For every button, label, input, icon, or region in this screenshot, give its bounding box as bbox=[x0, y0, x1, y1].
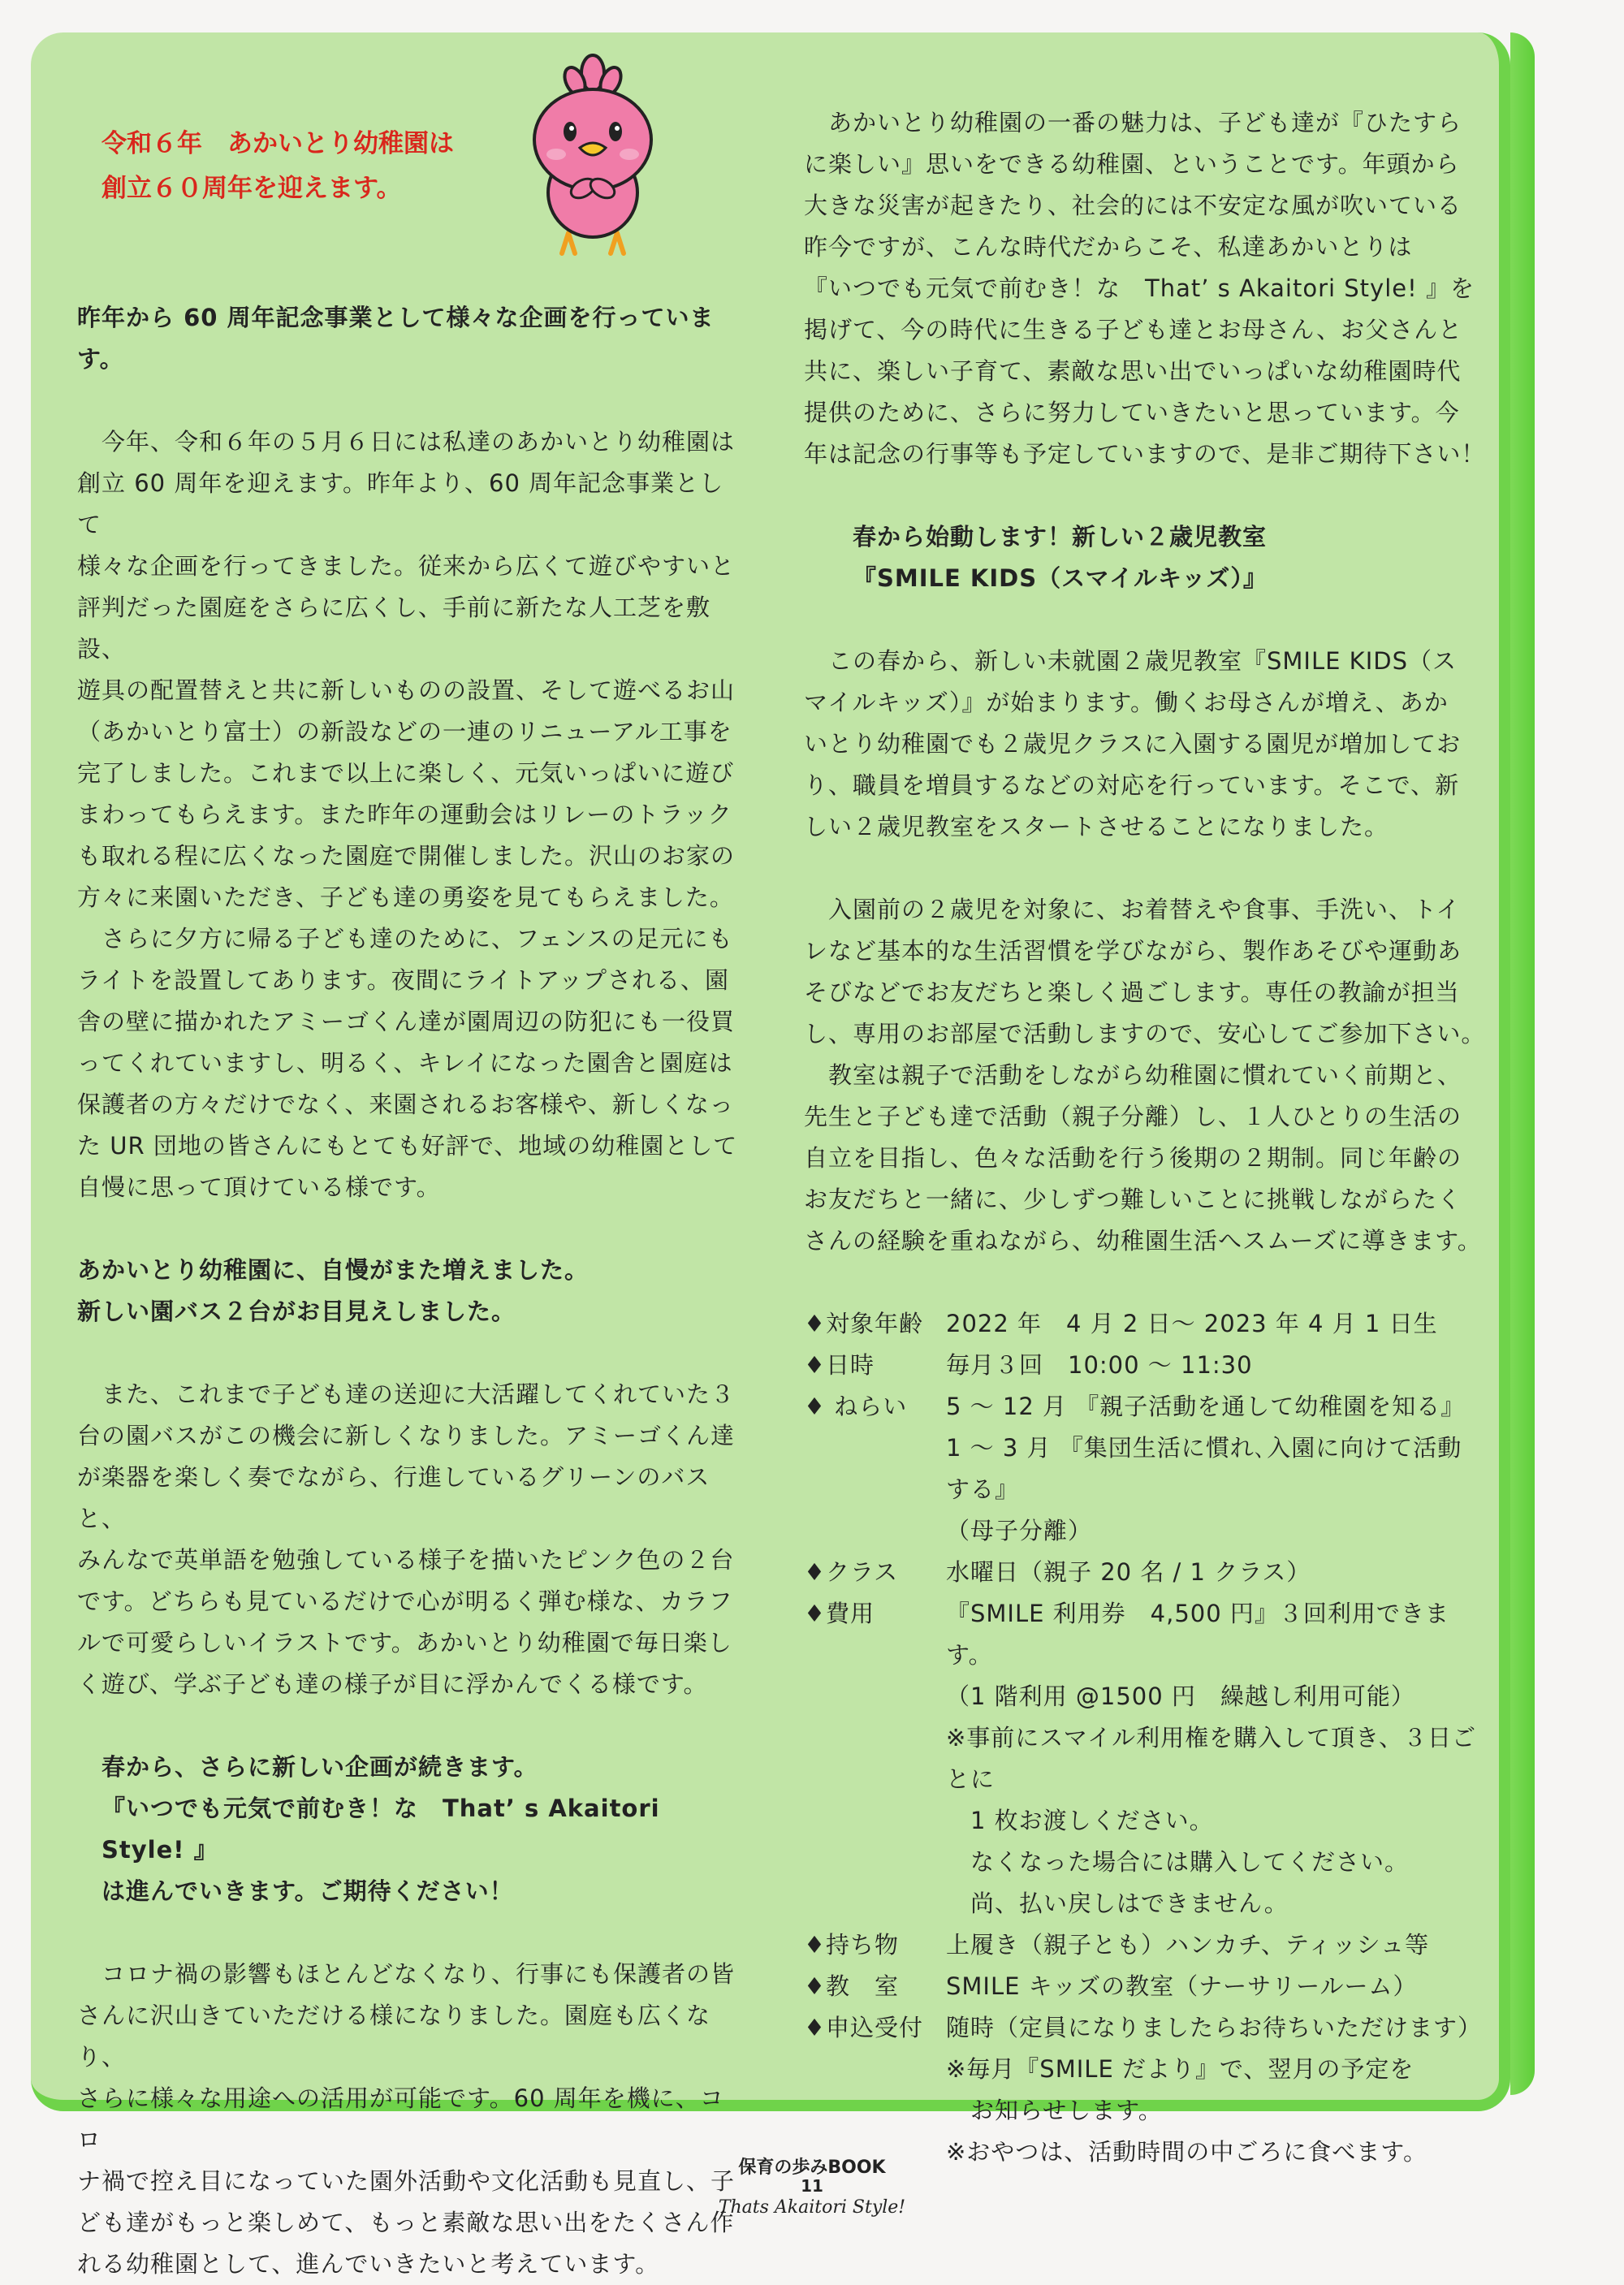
text-line: さんに沢山きていただける様になりました。園庭も広くなり、 bbox=[77, 2002, 711, 2071]
heading-new-plans bbox=[77, 1747, 743, 1912]
info-value: 尚、払い戻しはできません。 bbox=[946, 1890, 1289, 1917]
info-label bbox=[804, 1883, 946, 1924]
text-line: 『SMILE KIDS（スマイルキッズ）』 bbox=[853, 564, 1268, 592]
text-line: 昨今ですが、こんな時代だからこそ、私達あかいとりは bbox=[804, 233, 1413, 261]
info-label bbox=[804, 1510, 946, 1552]
info-value: 随時（定員になりましたらお待ちいただけます） bbox=[946, 2014, 1483, 2041]
title-line-1: 令和６年 あかいとり幼稚園は bbox=[102, 129, 454, 158]
text-line: は進んでいきます。ご期待ください！ bbox=[102, 1877, 514, 1905]
info-label bbox=[804, 1800, 946, 1842]
info-row bbox=[804, 1966, 1486, 2007]
info-value: なくなった場合には購入してください。 bbox=[946, 1848, 1410, 1876]
info-value: （母子分離） bbox=[946, 1517, 1093, 1544]
info-row bbox=[804, 1676, 1486, 1717]
text-line: 掲げて、今の時代に生きる子ども達とお母さん、お父さんと bbox=[804, 316, 1463, 343]
text-line: 春から、さらに新しい企画が続きます。 bbox=[102, 1753, 538, 1781]
info-label: ♦ ねらい bbox=[804, 1393, 908, 1420]
info-row bbox=[804, 1842, 1486, 1883]
text-line: 方々に来園いただき、子ども達の勇姿を見てもらえました。 bbox=[77, 883, 734, 911]
text-line: ども達がもっと楽しめて、もっと素敵な思い出をたくさん作 bbox=[77, 2209, 735, 2236]
text-line: 『いつでも元気で前むき！な That’ s Akaitori Style! 』を bbox=[804, 274, 1475, 302]
text-line: 先生と子ども達で活動（親子分離）し、１人ひとりの生活の bbox=[804, 1103, 1462, 1130]
text-line: 今年、令和６年の５月６日には私達のあかいとり幼稚園は bbox=[77, 428, 736, 456]
info-row bbox=[804, 1345, 1486, 1386]
info-row bbox=[804, 1386, 1486, 1428]
info-value: SMILE キッズの教室（ナーサリールーム） bbox=[946, 1972, 1418, 2000]
text-line: 創立 60 周年を迎えます。昨年より、60 周年記念事業として bbox=[77, 469, 724, 538]
info-label: ♦持ち物 bbox=[804, 1931, 899, 1959]
info-row bbox=[804, 1428, 1486, 1510]
text-line: 自立を目指し、色々な活動を行う後期の２期制。同じ年齢の bbox=[804, 1144, 1462, 1172]
info-value: ※事前にスマイル利用権を購入して頂き、３日ごとに bbox=[946, 1724, 1476, 1793]
info-value: 水曜日（親子 20 名 / 1 クラス） bbox=[946, 1558, 1311, 1586]
text-line: 『いつでも元気で前むき！な That’ s Akaitori Style! 』 bbox=[102, 1795, 660, 1864]
paragraph-smile-kids-intro bbox=[804, 641, 1486, 848]
footer-tagline: Thats Akaitori Style! bbox=[718, 2197, 906, 2218]
left-column bbox=[77, 297, 743, 2285]
page-number: 11 bbox=[801, 2176, 823, 2196]
info-value: 1 枚お渡しください。 bbox=[946, 1807, 1214, 1834]
info-label: ♦教 室 bbox=[804, 1972, 899, 2000]
text-line: 完了しました。これまで以上に楽しく、元気いっぱいに遊び bbox=[77, 759, 735, 787]
text-line: さらに夕方に帰る子ども達のために、フェンスの足元にも bbox=[77, 925, 733, 952]
text-line: お友だちと一緒に、少しずつ難しいことに挑戦しながらたく bbox=[804, 1186, 1462, 1213]
text-line: 舎の壁に描かれたアミーゴくん達が園周辺の防犯にも一役買 bbox=[77, 1008, 736, 1035]
text-line: レなど基本的な生活習慣を学びながら、製作あそびや運動あ bbox=[804, 937, 1462, 965]
text-line: も取れる程に広くなった園庭で開催しました。沢山のお家の bbox=[77, 842, 736, 870]
info-label: ♦申込受付 bbox=[804, 2014, 923, 2041]
info-row bbox=[804, 1593, 1486, 1676]
text-line: ライトを設置してあります。夜間にライトアップされる、園 bbox=[77, 966, 730, 994]
info-row bbox=[804, 2049, 1486, 2090]
info-row bbox=[804, 1303, 1486, 1345]
page-title bbox=[102, 122, 454, 211]
info-row bbox=[804, 2090, 1486, 2132]
text-line: マイルキッズ）』が始まります。働くお母さんが増え、あか bbox=[804, 689, 1449, 716]
text-line: 大きな災害が起きたり、社会的には不安定な風が吹いている bbox=[804, 192, 1462, 219]
text-line: し、専用のお部屋で活動しますので、安心してご参加下さい。 bbox=[804, 1020, 1486, 1047]
text-line: いとり幼稚園でも２歳児クラスに入園する園児が増加してお bbox=[804, 730, 1462, 758]
text-line: 保護者の方々だけでなく、来園されるお客様や、新しくなっ bbox=[77, 1091, 734, 1118]
text-line: さんの経験を重ねながら、幼稚園生活へスムーズに導きます。 bbox=[804, 1227, 1482, 1255]
bird-mascot-icon bbox=[512, 50, 674, 261]
text-line: ルで可愛らしいイラストです。あかいとり幼稚園で毎日楽し bbox=[77, 1629, 732, 1657]
panel-edge bbox=[1510, 32, 1535, 2095]
text-line: 遊具の配置替えと共に新しいものの設置、そして遊べるお山 bbox=[77, 676, 736, 704]
text-line: （あかいとり富士）の新設などの一連のリニューアル工事を bbox=[77, 718, 732, 745]
info-value: 『SMILE 利用券 4,500 円』３回利用できます。 bbox=[946, 1600, 1449, 1669]
info-label bbox=[804, 2090, 946, 2132]
text-line: コロナ禍の影響もほとんどなくなり、行事にも保護者の皆 bbox=[77, 1960, 736, 1988]
paragraph-new-bus bbox=[77, 1374, 743, 1705]
paragraph-smile-kids-detail bbox=[804, 889, 1486, 1262]
text-line: が楽器を楽しく奏でながら、行進しているグリーンのバスと、 bbox=[77, 1463, 710, 1532]
text-line: です。どちらも見ているだけで心が明るく弾む様な、カラフ bbox=[77, 1587, 733, 1615]
heading-new-bus bbox=[77, 1250, 743, 1333]
text-line: この春から、新しい未就園２歳児教室『SMILE KIDS（ス bbox=[804, 647, 1457, 675]
info-value: 上履き（親子とも）ハンカチ、ティッシュ等 bbox=[946, 1931, 1430, 1959]
info-value: ※毎月『SMILE だより』で、翌月の予定を bbox=[946, 2055, 1415, 2083]
info-value: お知らせします。 bbox=[946, 2097, 1163, 2124]
info-label bbox=[804, 1428, 946, 1510]
text-line: 入園前の２歳児を対象に、お着替えや食事、手洗い、トイ bbox=[804, 896, 1461, 923]
info-table bbox=[804, 1303, 1486, 2173]
text-line: 評判だった園庭をさらに広くし、手前に新たな人工芝を敷設、 bbox=[77, 594, 711, 663]
info-value: 2022 年 4 月 2 日～ 2023 年 4 月 1 日生 bbox=[946, 1310, 1438, 1337]
text-line: みんなで英単語を勉強している様子を描いたピンク色の２台 bbox=[77, 1546, 735, 1574]
info-value: 毎月３回 10:00 ～ 11:30 bbox=[946, 1351, 1253, 1379]
text-line: 年は記念の行事等も予定していますので、是非ご期待下さい！ bbox=[804, 440, 1486, 468]
text-line: た UR 団地の皆さんにもとても好評で、地域の幼稚園として bbox=[77, 1132, 738, 1160]
text-line: さらに様々な用途への活用が可能です。60 周年を機に、コロ bbox=[77, 2084, 724, 2153]
text-line: まわってもらえます。また昨年の運動会はリレーのトラック bbox=[77, 801, 732, 828]
footer-book-title: 保育の歩みBOOK bbox=[738, 2158, 886, 2178]
text-line: れる幼稚園として、進んでいきたいと考えています。 bbox=[77, 2250, 660, 2278]
info-label bbox=[804, 1676, 946, 1717]
info-row bbox=[804, 1510, 1486, 1552]
text-line: ナ禍で控え目になっていた園外活動や文化活動も見直し、子 bbox=[77, 2167, 736, 2195]
info-value: 5 ～ 12 月 『親子活動を通して幼稚園を知る』 bbox=[946, 1393, 1466, 1420]
info-label bbox=[804, 1842, 946, 1883]
text-line: そびなどでお友だちと楽しく過ごします。専任の教諭が担当 bbox=[804, 978, 1460, 1006]
text-line: り、職員を増員するなどの対応を行っています。そこで、新 bbox=[804, 771, 1460, 799]
text-line: あかいとり幼稚園に、自慢がまた増えました。 bbox=[77, 1256, 590, 1284]
text-line: 教室は親子で活動をしながら幼稚園に慣れていく前期と、 bbox=[804, 1061, 1462, 1089]
text-line: 台の園バスがこの機会に新しくなりました。アミーゴくん達 bbox=[77, 1422, 736, 1449]
info-row bbox=[804, 1552, 1486, 1593]
info-row bbox=[804, 1717, 1486, 1800]
info-row bbox=[804, 1924, 1486, 1966]
info-label bbox=[804, 2049, 946, 2090]
info-value: ※おやつは、活動時間の中ごろに食べます。 bbox=[946, 2138, 1427, 2166]
text-line: 提供のために、さらに努力していきたいと思っています。今 bbox=[804, 399, 1460, 426]
text-line: 新しい園バス２台がお目見えしました。 bbox=[77, 1298, 516, 1325]
info-value: 1 ～ 3 月 『集団生活に慣れ､入園に向けて活動する』 bbox=[946, 1434, 1462, 1503]
text-line: また、これまで子ども達の送迎に大活躍してくれていた３ bbox=[77, 1380, 736, 1408]
info-row bbox=[804, 1883, 1486, 1924]
heading-anniversary: 昨年から 60 周年記念事業として様々な企画を行っています。 bbox=[77, 304, 715, 373]
title-line-2: 創立６０周年を迎えます。 bbox=[102, 174, 402, 203]
paragraph-after-covid bbox=[77, 1954, 743, 2285]
text-line: ってくれていますし、明るく、キレイになった園舎と園庭は bbox=[77, 1049, 733, 1077]
text-line: 様々な企画を行ってきました。従来から広くて遊びやすいと bbox=[77, 552, 736, 580]
info-row bbox=[804, 2007, 1486, 2049]
text-line: あかいとり幼稚園の一番の魅力は、子ども達が『ひたすら bbox=[804, 109, 1462, 136]
info-label: ♦費用 bbox=[804, 1600, 875, 1627]
info-row bbox=[804, 1800, 1486, 1842]
right-column bbox=[804, 102, 1486, 2173]
text-line: しい２歳児教室をスタートさせることになりました。 bbox=[804, 813, 1389, 840]
text-line: に楽しい』思いをできる幼稚園、ということです。年頭から bbox=[804, 150, 1460, 178]
info-label: ♦対象年齢 bbox=[804, 1310, 923, 1337]
heading-smile-kids bbox=[804, 516, 1486, 599]
text-line: 共に、楽しい子育て、素敵な思い出でいっぱいな幼稚園時代 bbox=[804, 357, 1462, 385]
info-label: ♦日時 bbox=[804, 1351, 875, 1379]
info-value: （1 階利用 @1500 円 繰越し利用可能） bbox=[946, 1682, 1415, 1710]
text-line: 自慢に思って頂けている様です。 bbox=[77, 1173, 441, 1201]
text-line: く遊び、学ぶ子ども達の様子が目に浮かんでくる様です。 bbox=[77, 1670, 708, 1698]
text-line: 春から始動します！新しい２歳児教室 bbox=[853, 523, 1268, 551]
paragraph-anniversary bbox=[77, 421, 743, 1208]
info-label: ♦クラス bbox=[804, 1558, 899, 1586]
paragraph-appeal bbox=[804, 102, 1486, 475]
info-label bbox=[804, 1717, 946, 1800]
